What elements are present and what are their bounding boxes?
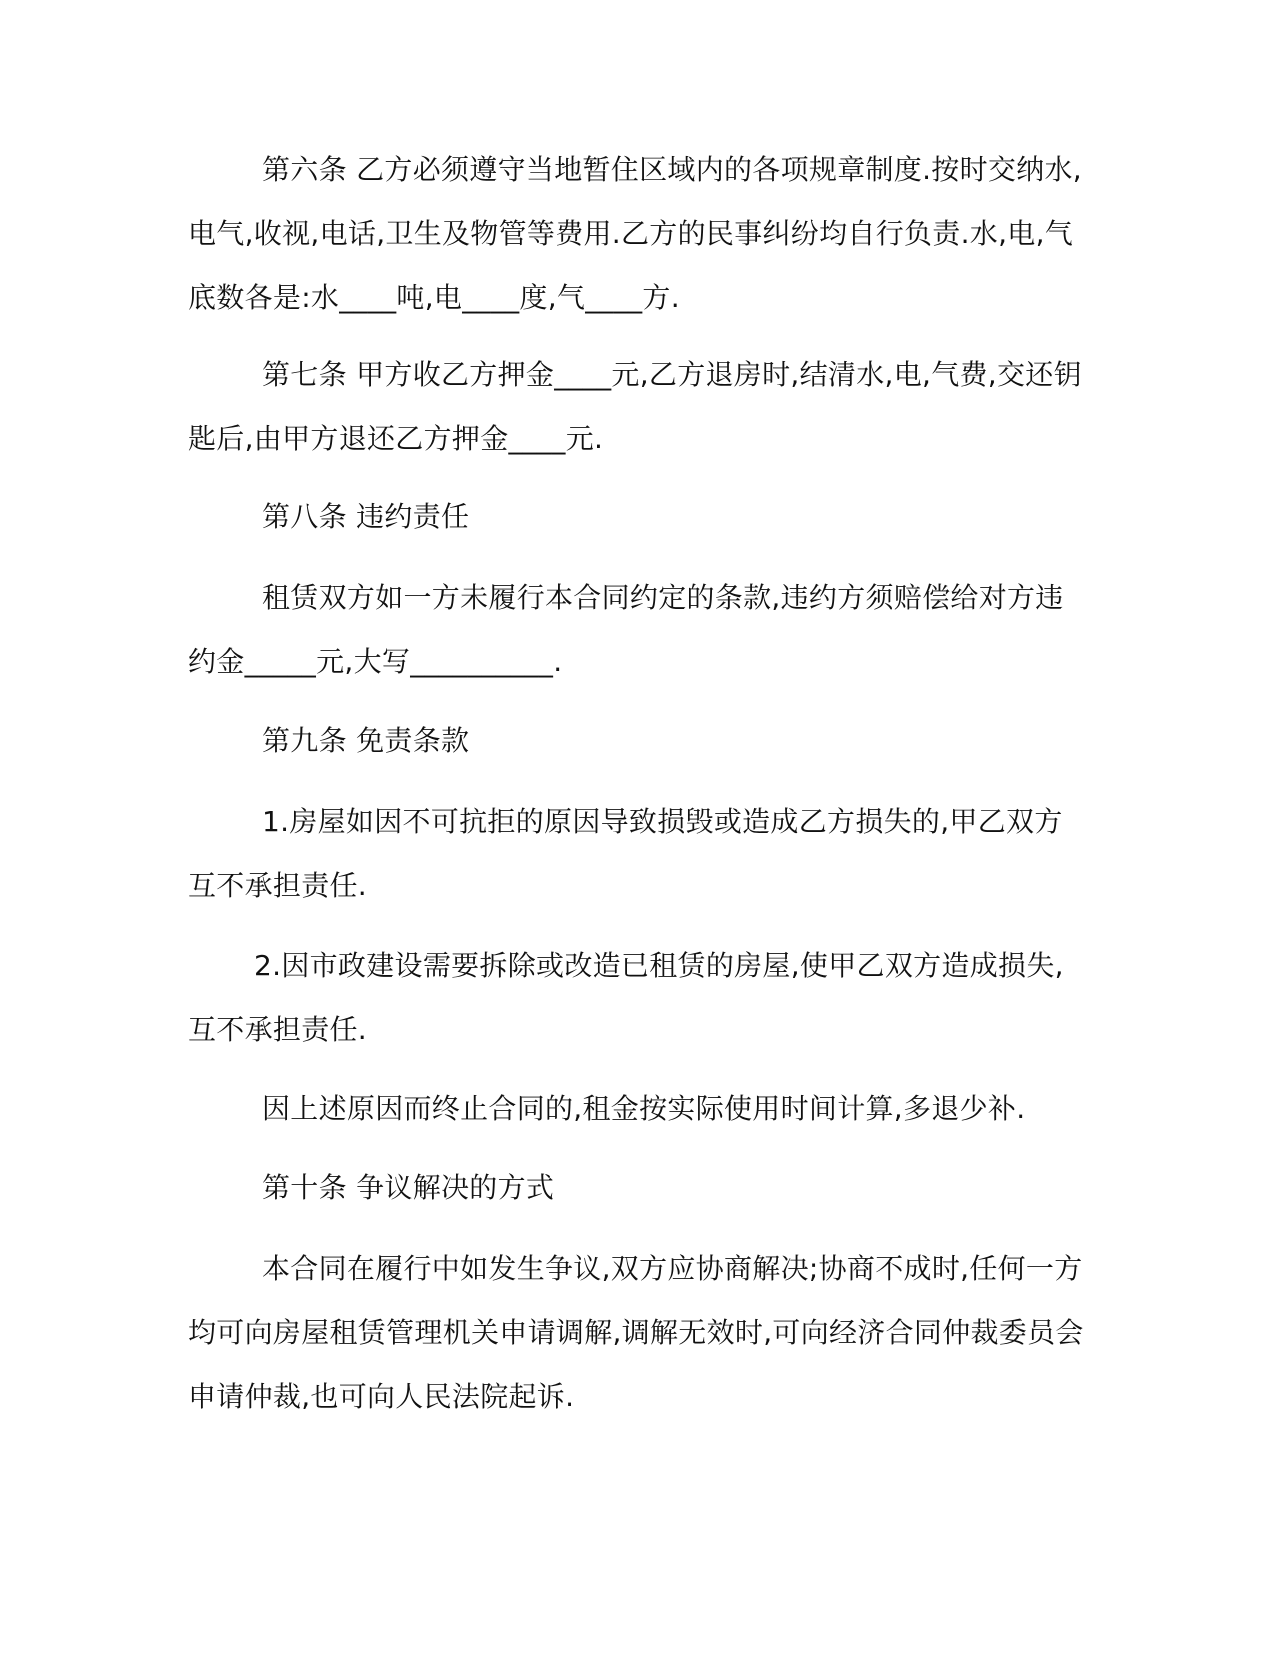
- article-9-item-1: 1.房屋如因不可抗拒的原因导致损毁或造成乙方损失的,甲乙双方互不承担责任.: [188, 805, 1063, 902]
- article-9-heading: 第九条 免责条款: [262, 724, 470, 757]
- article-6-paragraph: 第六条 乙方必须遵守当地暂住区域内的各项规章制度.按时交纳水,电气,收视,电话,卫生及物管等费用.乙方的民事纠纷均自行负责.水,电,气底数各是:水____吨,电____度,气____方.: [188, 153, 1083, 314]
- article-9-item-2: 2.因市政建设需要拆除或改造已租赁的房屋,使甲乙双方造成损失,互不承担责任.: [188, 949, 1064, 1046]
- article-8-heading: 第八条 违约责任: [262, 500, 470, 533]
- article-10-heading: 第十条 争议解决的方式: [262, 1171, 555, 1204]
- article-9-note: 因上述原因而终止合同的,租金按实际使用时间计算,多退少补.: [262, 1092, 1026, 1125]
- article-10-body: 本合同在履行中如发生争议,双方应协商解决;协商不成时,任何一方均可向房屋租赁管理机关申请调解,调解无效时,可向经济合同仲裁委员会申请仲裁,也可向人民法院起诉.: [188, 1252, 1084, 1413]
- article-8-body: 租赁双方如一方未履行本合同约定的条款,违约方须赔偿给对方违约金_____元,大写__________.: [188, 581, 1064, 678]
- article-7-paragraph: 第七条 甲方收乙方押金____元,乙方退房时,结清水,电,气费,交还钥匙后,由甲方退还乙方押金____元.: [188, 358, 1082, 455]
